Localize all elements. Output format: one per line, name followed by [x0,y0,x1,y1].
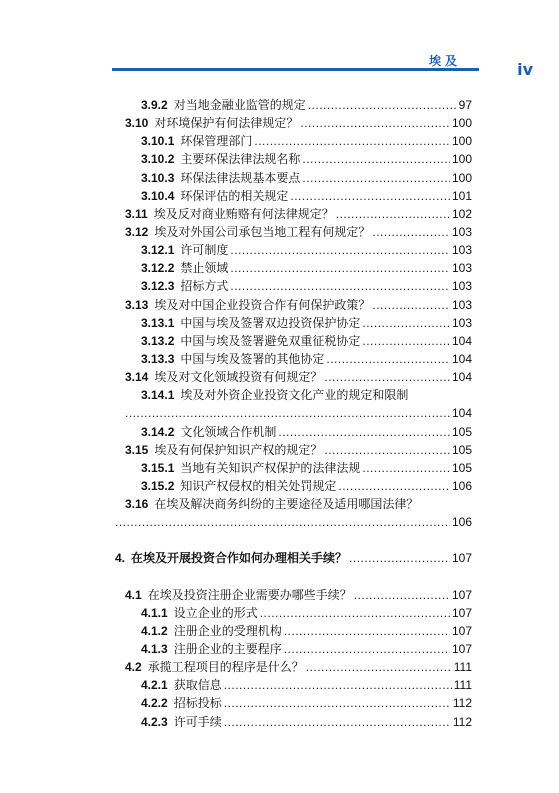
toc-leader-dots [324,441,450,459]
toc-entry-title: 在埃及解决商务纠纷的主要途径及适用哪国法律？ [154,497,419,512]
toc-entry[interactable] [115,169,472,187]
toc-entry-title: 环保评估的相关规定 [180,188,289,203]
toc-entry[interactable] [115,676,472,694]
toc-entry[interactable] [115,386,472,404]
toc-entry-page: 103 [451,315,472,330]
toc-entry-page: 104 [451,333,472,348]
toc-entry[interactable] [115,694,472,712]
toc-entry[interactable] [115,350,472,368]
toc-entry-title: 主要环保法律法规名称 [180,152,301,167]
toc-entry-number: 3.10.2 [141,152,175,167]
toc-leader-dots [302,150,450,168]
toc-entry-page: 104 [451,406,472,421]
toc-entry-number: 3.12.3 [141,279,175,294]
toc-leader-dots [372,223,450,241]
table-of-contents [115,96,472,731]
toc-entry-number: 3.12.2 [141,261,175,276]
toc-entry-number: 3.14.1 [141,388,175,403]
toc-entry-number: 3.14 [125,370,149,385]
toc-entry-title: 埃及对文化领域投资有何规定？ [154,370,323,385]
toc-entry[interactable] [115,187,472,205]
toc-entry[interactable] [115,332,472,350]
toc-leader-dots [372,296,450,314]
toc-entry-number: 3.12 [125,224,149,239]
toc-leader-dots [324,368,450,386]
toc-leader-dots [230,241,450,259]
toc-entry-title: 在埃及开展投资合作如何办理相关手续？ [131,551,348,566]
toc-entry-title: 埃及对中国企业投资合作有何保护政策？ [154,297,371,312]
toc-leader-dots [308,96,457,114]
toc-entry[interactable] [115,459,472,477]
toc-entry-title: 招标方式 [180,279,229,294]
toc-entry-title: 环保管理部门 [180,134,253,149]
toc-entry-title: 中国与埃及签署双边投资保护协定 [180,315,361,330]
toc-entry-number: 3.15 [125,442,149,457]
toc-leader-dots [362,459,450,477]
toc-entry-title: 环保法律法规基本要点 [180,170,301,185]
toc-entry-title: 承揽工程项目的程序是什么？ [147,660,304,675]
toc-entry-page: 97 [458,98,472,112]
toc-leader-dots [336,205,450,223]
toc-entry-number: 4.1.2 [141,623,168,638]
toc-entry[interactable] [115,314,472,332]
toc-entry-page: 103 [451,261,472,276]
toc-entry-page: 105 [451,442,472,457]
toc-entry-number: 3.11 [125,206,148,221]
toc-entry-number: 4.2.2 [141,696,168,711]
toc-entry[interactable] [115,296,472,314]
toc-entry-title: 在埃及投资注册企业需要办哪些手续？ [147,587,352,602]
toc-entry-title: 中国与埃及签署的其他协定 [180,351,325,366]
toc-entry-number: 3.9.2 [141,98,168,112]
toc-entry-continuation[interactable] [115,404,472,422]
toc-entry-page: 112 [452,696,472,711]
toc-gap [115,531,472,549]
toc-entry-page: 111 [453,660,472,675]
toc-entry-continuation[interactable] [115,513,472,531]
toc-entry-page: 103 [451,297,472,312]
header-rule [112,68,479,71]
toc-entry-page: 105 [451,460,472,475]
toc-entry-page: 101 [451,188,472,203]
toc-entry-number: 3.10.4 [141,188,175,203]
toc-entry-page: 103 [451,243,472,258]
toc-entry-page: 100 [451,152,472,167]
toc-entry-number: 4. [115,551,126,566]
toc-leader-dots [284,640,450,658]
toc-entry-page: 107 [451,623,472,638]
toc-entry-title: 中国与埃及签署避免双重征税协定 [180,333,361,348]
toc-leader-dots [284,622,450,640]
toc-leader-dots [224,694,451,712]
toc-entry-page: 100 [451,134,472,149]
page-number: iv [517,60,533,79]
toc-entry-title: 埃及有何保护知识产权的规定？ [154,442,323,457]
toc-entry-title: 埃及反对商业贿赂有何法律规定？ [153,206,334,221]
toc-entry[interactable] [115,495,472,513]
toc-entry[interactable] [115,622,472,640]
toc-leader-dots [230,259,450,277]
toc-entry[interactable] [115,96,472,114]
toc-leader-dots [362,332,450,350]
toc-entry-title: 对当地金融业监管的规定 [173,98,306,112]
toc-leader-dots [338,477,450,495]
toc-entry-title: 注册企业的主要程序 [173,641,282,656]
toc-entry-number: 4.2.1 [141,678,168,693]
toc-entry[interactable] [115,150,472,168]
toc-entry-page: 107 [451,587,472,602]
toc-entry-number: 3.13.2 [141,333,175,348]
toc-entry-number: 3.12.1 [141,243,175,258]
toc-entry-title: 许可制度 [180,243,229,258]
toc-entry-page: 104 [451,370,472,385]
toc-entry[interactable] [115,259,472,277]
toc-entry[interactable] [115,241,472,259]
toc-leader-dots [230,277,450,295]
toc-entry-number: 3.16 [125,497,149,512]
toc-entry-number: 4.2 [125,660,142,675]
toc-entry-title: 埃及对外国公司承包当地工程有何规定？ [154,224,371,239]
toc-gap [115,568,472,586]
toc-entry-number: 3.10 [125,116,149,131]
toc-entry[interactable] [115,604,472,622]
toc-entry-title: 当地有关知识产权保护的法律法规 [180,460,361,475]
toc-entry-title: 获取信息 [173,678,222,693]
toc-entry-page: 102 [451,206,472,221]
toc-entry[interactable] [115,713,472,731]
toc-leader-dots [306,658,452,676]
toc-entry-page: 100 [451,116,472,131]
toc-entry[interactable] [115,640,472,658]
toc-entry-page: 100 [451,170,472,185]
toc-entry-title: 文化领域合作机制 [180,424,277,439]
toc-leader-dots [302,169,450,187]
toc-leader-dots [300,114,450,132]
toc-entry[interactable] [115,586,472,604]
toc-entry-number: 4.1.3 [141,641,168,656]
toc-entry-page: 107 [451,641,472,656]
toc-entry-number: 3.14.2 [141,424,175,439]
toc-entry-number: 3.15.2 [141,478,175,493]
toc-leader-dots [115,513,450,531]
toc-entry-title: 注册企业的受理机构 [173,623,282,638]
toc-leader-dots [224,713,451,731]
toc-leader-dots [278,423,450,441]
toc-entry-title: 知识产权侵权的相关处罚规定 [180,478,337,493]
toc-entry-page: 112 [452,714,472,729]
toc-leader-dots [326,350,450,368]
toc-leader-dots [290,187,450,205]
toc-entry-page: 107 [451,551,472,566]
toc-entry-page: 105 [451,424,472,439]
toc-entry-number: 4.1.1 [141,605,168,620]
toc-entry[interactable] [115,277,472,295]
toc-entry-title: 设立企业的形式 [173,605,258,620]
toc-entry-page: 106 [451,478,472,493]
toc-entry[interactable] [115,368,472,386]
toc-leader-dots [224,676,452,694]
toc-entry[interactable] [115,223,472,241]
toc-entry-page: 106 [451,515,472,530]
toc-entry-title: 禁止领域 [180,261,229,276]
toc-leader-dots [125,404,450,422]
toc-entry-number: 3.15.1 [141,460,175,475]
toc-entry-number: 3.13 [125,297,149,312]
toc-entry-title: 对环境保护有何法律规定？ [154,116,299,131]
toc-entry-page: 111 [453,678,472,693]
toc-entry[interactable] [115,441,472,459]
toc-entry-number: 3.13.3 [141,351,175,366]
toc-entry-number: 4.1 [125,587,142,602]
toc-entry-number: 4.2.3 [141,714,168,729]
toc-entry-title: 许可手续 [173,714,222,729]
toc-entry[interactable] [115,423,472,441]
toc-entry-title: 招标投标 [173,696,222,711]
toc-leader-dots [254,132,450,150]
toc-entry-number: 3.13.1 [141,315,175,330]
running-head: 埃及 [428,54,461,68]
toc-entry[interactable] [115,114,472,132]
toc-entry-page: 104 [451,351,472,366]
toc-entry-page: 103 [451,224,472,239]
toc-entry-number: 3.10.3 [141,170,175,185]
toc-entry[interactable] [115,658,472,676]
toc-leader-dots [362,314,450,332]
toc-entry[interactable] [115,477,472,495]
toc-entry-page: 107 [451,605,472,620]
toc-leader-dots [260,604,450,622]
toc-entry[interactable] [115,549,472,567]
toc-entry[interactable] [115,132,472,150]
toc-entry-number: 3.10.1 [141,134,175,149]
toc-leader-dots [349,549,450,567]
toc-entry[interactable] [115,205,472,223]
toc-entry-title: 埃及对外资企业投资文化产业的规定和限制 [180,388,409,403]
toc-leader-dots [354,586,450,604]
toc-entry-page: 103 [451,279,472,294]
